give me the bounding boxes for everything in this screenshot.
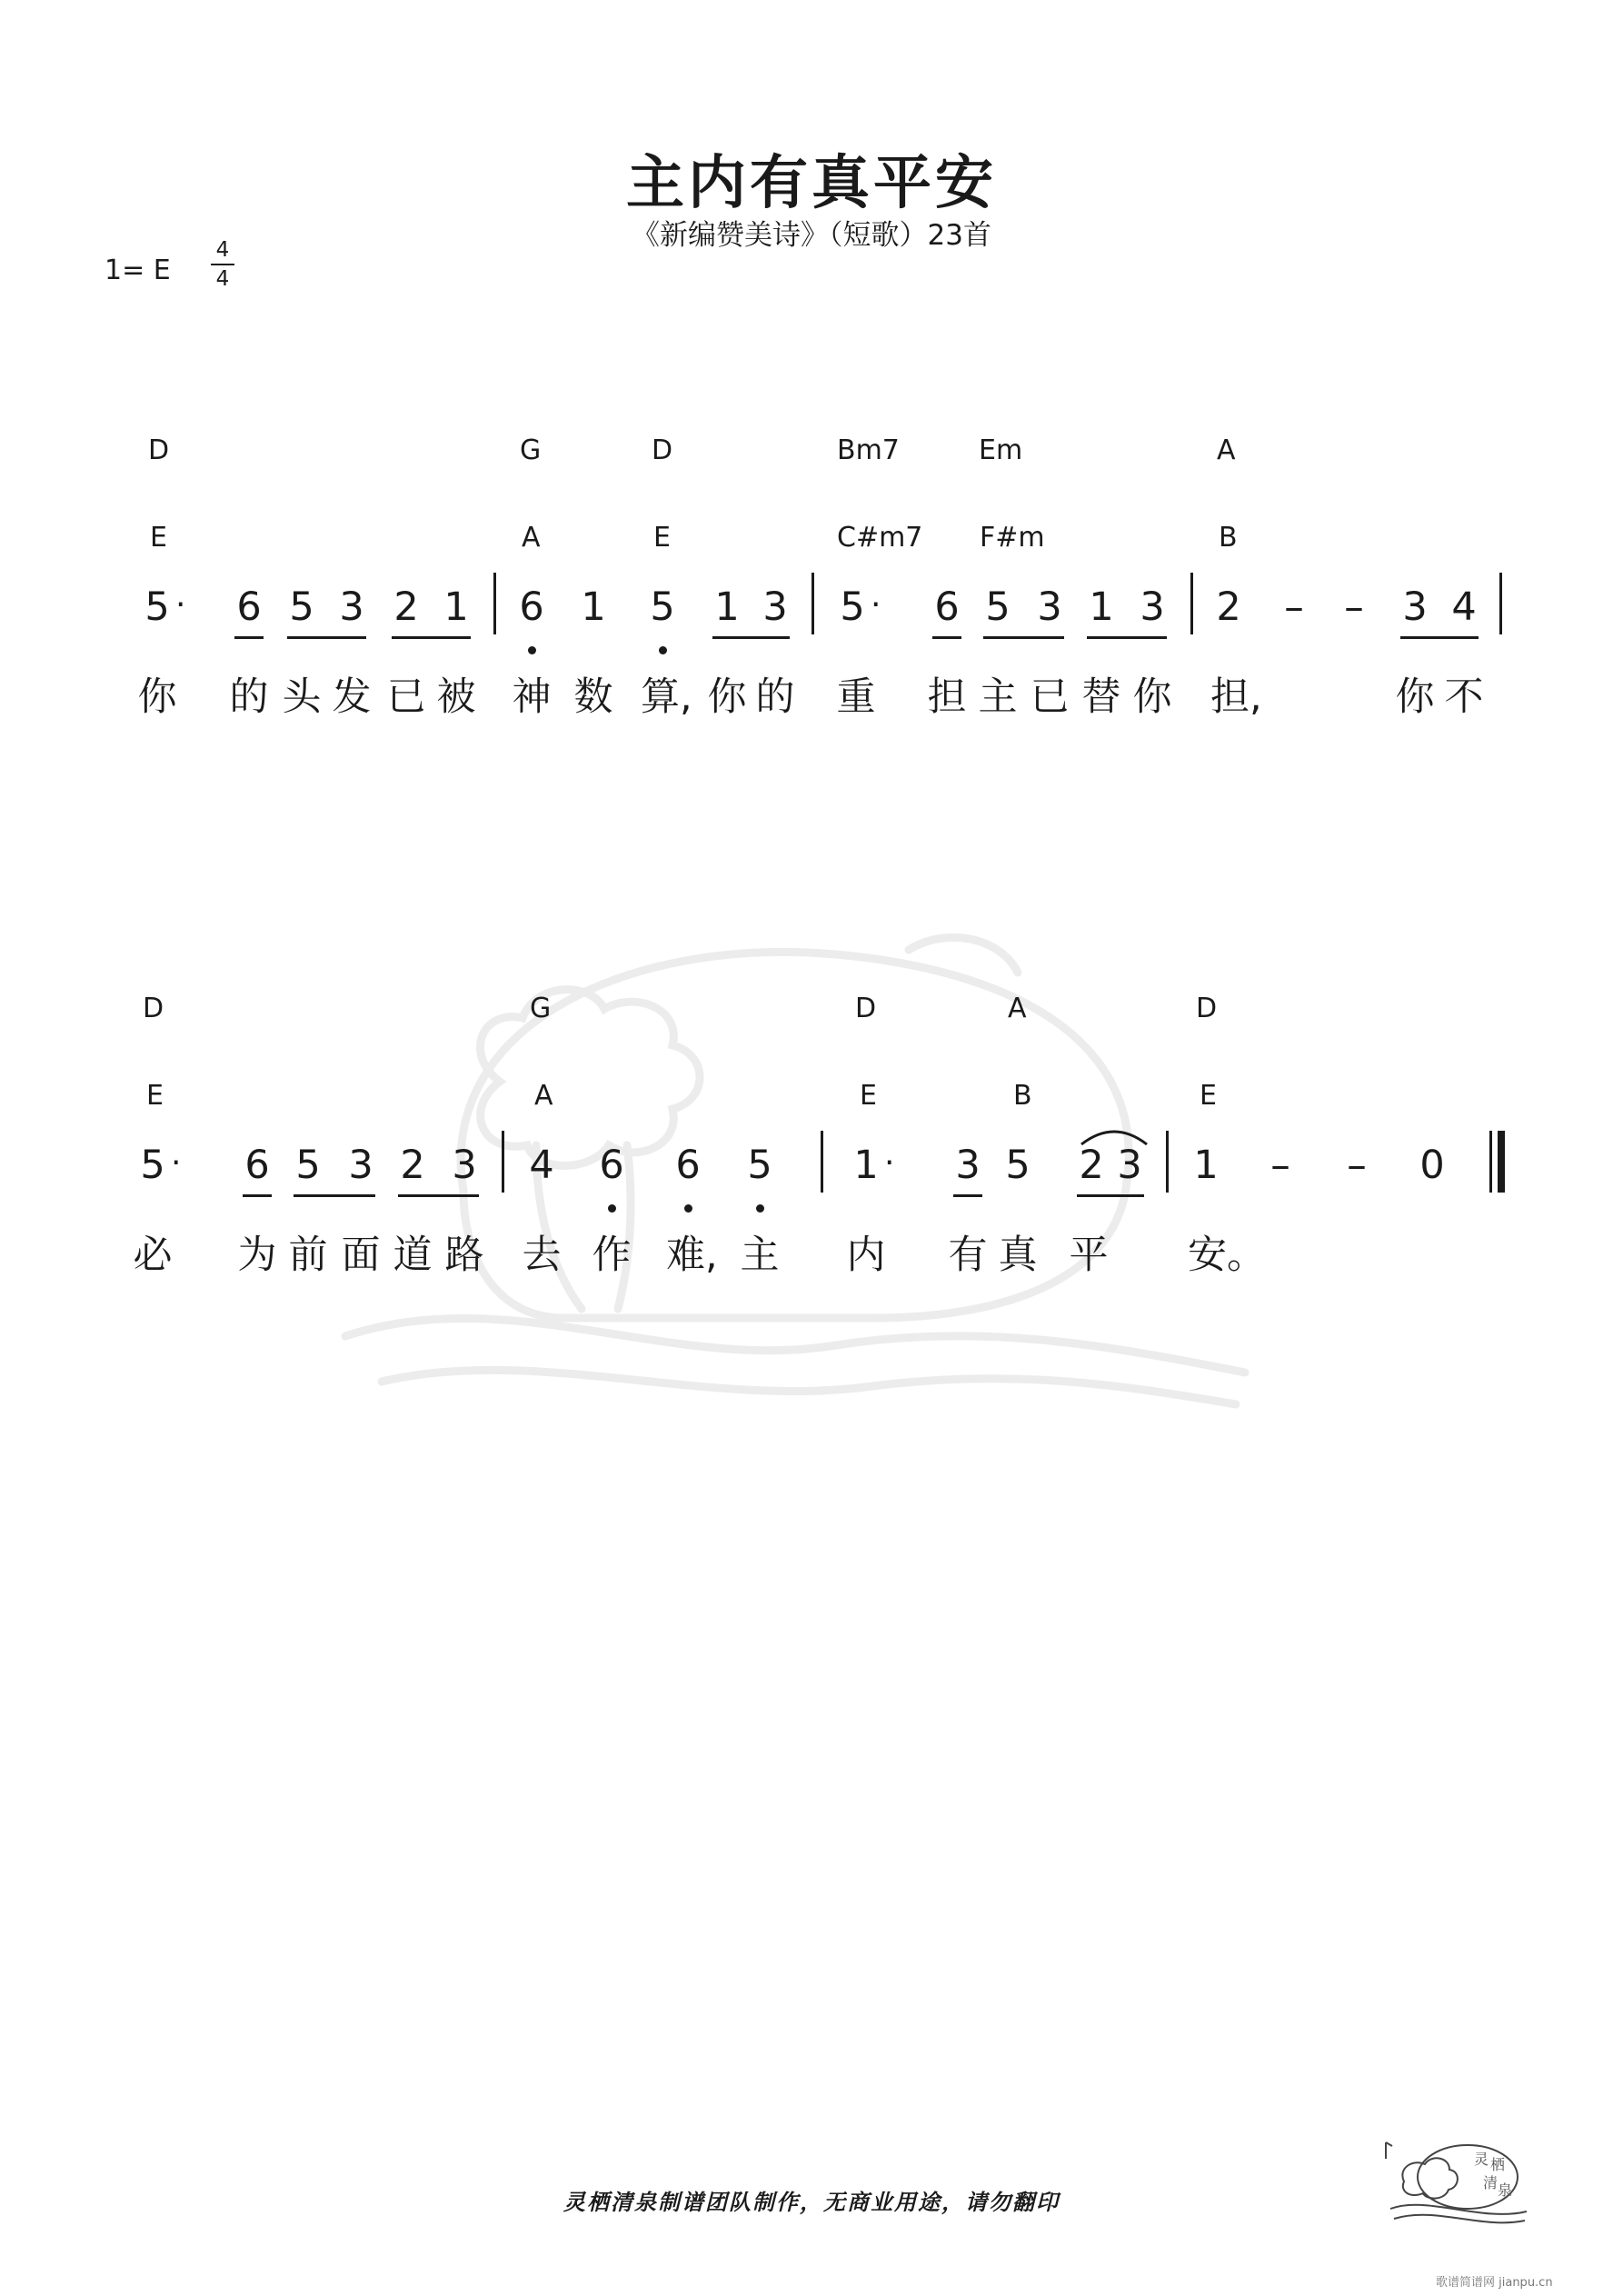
lyric: 安。: [1188, 1233, 1266, 1278]
lyric: 路: [444, 1233, 484, 1278]
note: 3: [762, 584, 788, 630]
note: 6: [675, 1143, 701, 1188]
lyric: 为: [237, 1233, 277, 1278]
lyric: 你: [137, 674, 177, 720]
barline: [493, 573, 496, 634]
chord-lower: E: [860, 1080, 877, 1112]
barline: [1499, 573, 1502, 634]
dash-extension: –: [1344, 584, 1364, 630]
lower-octave-dot: [608, 1204, 616, 1213]
chord-upper: D: [652, 434, 673, 466]
chord-lower: B: [1219, 522, 1238, 554]
lyric: 数: [573, 674, 613, 720]
lyric: 替: [1081, 674, 1121, 720]
note: 3: [1140, 584, 1165, 630]
chord-upper: D: [1196, 993, 1218, 1024]
note: 1: [581, 584, 606, 630]
note: 0: [1419, 1143, 1445, 1188]
chord-lower: E: [150, 522, 167, 554]
lyric: 担: [927, 674, 967, 720]
note-underline: [1087, 636, 1167, 639]
song-title: 主内有真平安: [626, 150, 997, 217]
chord-lower: E: [146, 1080, 164, 1112]
final-barline-thick: [1498, 1131, 1505, 1193]
chord-lower: A: [522, 522, 541, 554]
note: 3: [955, 1143, 981, 1188]
time-signature-divider: [211, 264, 234, 265]
barline: [502, 1131, 504, 1193]
lyric: 有: [948, 1233, 988, 1278]
augmentation-dot: ·: [884, 1144, 895, 1182]
lower-octave-dot: [684, 1204, 692, 1213]
note: 6: [519, 584, 544, 630]
barline: [1190, 573, 1193, 634]
dash-extension: –: [1347, 1143, 1367, 1188]
note: 3: [1402, 584, 1428, 630]
logo-char: 灵: [1474, 2151, 1489, 2168]
note-underline: [234, 636, 264, 639]
chord-lower: F#m: [980, 522, 1045, 554]
lyric: 你: [1395, 674, 1435, 720]
chord-upper: G: [520, 434, 542, 466]
lyric: 已: [1030, 674, 1070, 720]
note: 1: [443, 584, 469, 630]
lyric: 主: [740, 1233, 780, 1278]
note: 6: [934, 584, 960, 630]
barline: [821, 1131, 823, 1193]
note: 3: [339, 584, 364, 630]
note: 2: [393, 584, 419, 630]
lyric: 必: [133, 1233, 173, 1278]
lyric: 算,: [641, 674, 692, 720]
time-signature-bottom: 4: [215, 267, 230, 291]
lyric: 头: [282, 674, 322, 720]
note-underline: [932, 636, 961, 639]
lyric: 神: [512, 674, 552, 720]
chord-upper: Em: [979, 434, 1023, 466]
logo-char: 泉: [1498, 2181, 1513, 2199]
lyric: 担,: [1210, 674, 1262, 720]
note: 2: [1216, 584, 1241, 630]
lyric: 已: [386, 674, 426, 720]
chord-lower: C#m7: [837, 522, 923, 554]
note-underline: [1400, 636, 1479, 639]
note: 6: [236, 584, 262, 630]
augmentation-dot: ·: [171, 1144, 182, 1182]
note: 6: [244, 1143, 270, 1188]
augmentation-dot: ·: [871, 586, 881, 624]
note: 5: [650, 584, 675, 630]
lower-octave-dot: [756, 1204, 764, 1213]
chord-upper: D: [143, 993, 164, 1024]
dash-extension: –: [1284, 584, 1304, 630]
lower-octave-dot: [528, 646, 536, 654]
barline: [812, 573, 814, 634]
lyric: 重: [836, 674, 876, 720]
note: 3: [452, 1143, 477, 1188]
lyric: 真: [998, 1233, 1038, 1278]
note: 5: [140, 1143, 165, 1188]
lyric: 被: [436, 674, 476, 720]
dash-extension: –: [1270, 1143, 1290, 1188]
time-signature: [211, 238, 234, 291]
note: 1: [1089, 584, 1114, 630]
lyric: 内: [846, 1233, 886, 1278]
chord-upper: D: [148, 434, 170, 466]
note: 5: [985, 584, 1011, 630]
lyric: 平: [1069, 1233, 1109, 1278]
logo-char: 清: [1483, 2174, 1499, 2191]
lyric: 前: [288, 1233, 328, 1278]
lyric: 的: [229, 674, 269, 720]
lyric: 面: [341, 1233, 381, 1278]
chord-upper: D: [855, 993, 877, 1024]
note: 5: [144, 584, 170, 630]
note-underline: [712, 636, 790, 639]
note: 6: [599, 1143, 624, 1188]
note: 4: [1451, 584, 1477, 630]
note-underline: [392, 636, 471, 639]
note: 5: [289, 584, 314, 630]
lyric: 难,: [666, 1233, 718, 1278]
lyric: 不: [1444, 674, 1484, 720]
lyric: 发: [332, 674, 372, 720]
lyric: 你: [1132, 674, 1172, 720]
note-underline: [294, 1194, 375, 1197]
note: 5: [295, 1143, 321, 1188]
song-subtitle: 《新编赞美诗》（短歌）23首: [632, 219, 991, 252]
sheep-logo-icon: [1381, 2131, 1531, 2231]
note-underline: [287, 636, 366, 639]
chord-lower: E: [1200, 1080, 1217, 1112]
chord-upper: G: [530, 993, 552, 1024]
note: 1: [714, 584, 740, 630]
lyric: 去: [522, 1233, 562, 1278]
note: 5: [840, 584, 865, 630]
final-barline-thin: [1489, 1131, 1492, 1193]
key-signature: 1= E: [105, 255, 171, 286]
barline: [1166, 1131, 1169, 1193]
chord-lower: B: [1013, 1080, 1032, 1112]
lyric: 你: [707, 674, 747, 720]
logo-char: 栖: [1490, 2156, 1506, 2173]
note: 1: [853, 1143, 879, 1188]
note: 3: [348, 1143, 373, 1188]
note: 1: [1193, 1143, 1219, 1188]
lyric: 道: [393, 1233, 433, 1278]
note: 5: [747, 1143, 772, 1188]
note: 5: [1005, 1143, 1031, 1188]
lyric: 作: [592, 1233, 632, 1278]
note-underline: [243, 1194, 272, 1197]
note: 4: [529, 1143, 554, 1188]
lyric: 的: [755, 674, 795, 720]
chord-lower: A: [534, 1080, 553, 1112]
note-underline: [1077, 1194, 1144, 1197]
note: 3: [1037, 584, 1062, 630]
chord-upper: A: [1008, 993, 1027, 1024]
lyric: 主: [978, 674, 1018, 720]
chord-upper: A: [1217, 434, 1236, 466]
time-signature-top: 4: [215, 238, 230, 262]
lower-octave-dot: [659, 646, 667, 654]
chord-lower: E: [653, 522, 671, 554]
note: 2: [400, 1143, 425, 1188]
site-credit: 歌谱简谱网 jianpu.cn: [1436, 2276, 1553, 2290]
augmentation-dot: ·: [175, 586, 186, 624]
note-underline: [953, 1194, 982, 1197]
note-underline: [983, 636, 1064, 639]
note: 3: [1117, 1143, 1142, 1188]
footer-credit: 灵栖清泉制谱团队制作，无商业用途，请勿翻印: [563, 2190, 1060, 2215]
chord-upper: Bm7: [837, 434, 900, 466]
note-underline: [398, 1194, 479, 1197]
note: 2: [1079, 1143, 1104, 1188]
